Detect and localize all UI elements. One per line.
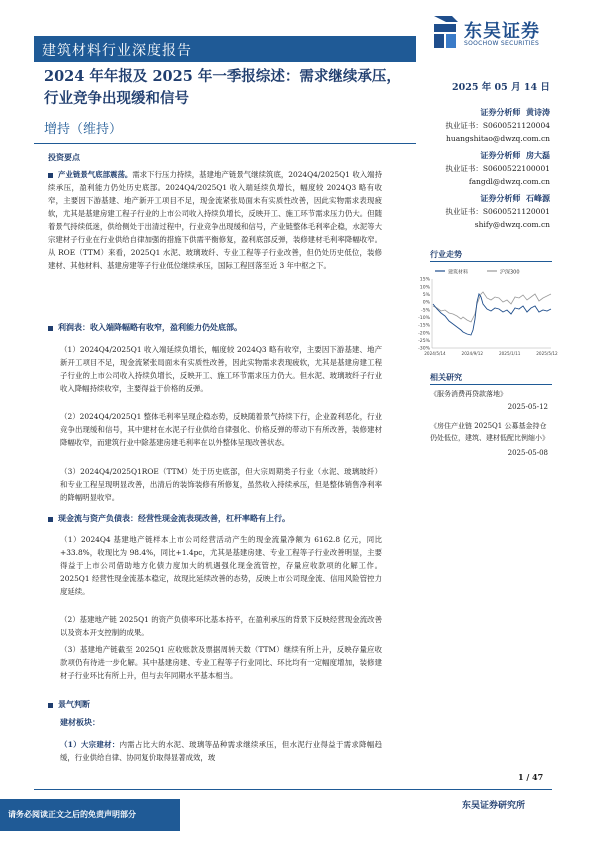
y-axis-ticks: [418, 277, 431, 352]
bullet-3-p2: （2）基建地产链 2025Q1 的资产负债率环比基本持平，在盈利承压的背景下反映经营现金流改善以及资本开支控制的成果。: [60, 615, 382, 637]
disclaimer-text: 请务必阅读正文之后的免责声明部分: [8, 810, 136, 819]
y-tick-label: -5%: [421, 308, 430, 314]
x-tick-label: 2025/5/12: [536, 351, 558, 356]
y-tick-label: -25%: [418, 338, 430, 344]
related-date-1: 2025-05-12: [507, 403, 548, 411]
page-number: 1 / 47: [518, 772, 544, 782]
y-tick-label: 10%: [419, 285, 430, 291]
related-item-1[interactable]: 《服务消费再贷款落地》: [430, 390, 507, 398]
logo-english-name: SOOCHOW SECURITIES: [464, 40, 540, 47]
bullet-square-icon: [48, 326, 53, 331]
bullet-2: [48, 322, 242, 333]
bullet-3-p3: （3）基建地产链截至 2025Q1 应收账款及票据周转天数（TTM）继续有所上升，反映存量应收款项仍有待进一步化解。其中基建房建、专业工程等子行业同比、环比均有一定幅度增加，装修建材子行业环比有所上升，但与去年同期水平基本相当。: [60, 645, 382, 680]
bullet-2-p3: （3）2024Q4/2025Q1ROE（TTM）处于历史底部，但大宗周期类子行业（水泥、玻璃玻纤）和专业工程呈现明显改善，出清后的装饰装修有所修复，虽然收入持续承压，但是整体销售净利率的降幅明显收窄。: [60, 467, 382, 502]
analyst-name: 黄诗涛: [526, 107, 550, 117]
bullet-2-p2: （2）2024Q4/2025Q1 整体毛利率呈现企稳态势，反映随着景气持续下行，企业盈利恶化，行业竞争出现缓和信号，其中建材在水泥子行业供给自律强化、价格反弹的带动下有所改善，装修建材降幅收窄，而建筑行业中除基建房建毛利率在以外整体呈现改善状态。: [60, 412, 382, 447]
bullet-1-text: 需求下行压力持续，基建地产链景气继续筑底，2024Q4/2025Q1 收入端持续承压，盈利能力仍处历史底部。2024Q4/2025Q1 收入端延续负增长，幅度较 2024Q3 略有收窄，主要因下游基建、地产新开工项目不足，现金流紧张局面未有实质性改善，因此实物需求表现疲软，尤其是基建房建工程子行业的上市公司收入持续负增长，反映开工、施工环节需求压力仍大。但随着景气持续低迷，供给侧处于出清过程中，行业竞争出现缓和信号，产业链整体毛利率企稳，水泥等大宗建材子行业在行业供给自律加强的措施下供需平衡修复，盈利底部反弹，装修建材毛利率降幅收窄。从 ROE（TTM）来看，2025Q1 水泥、玻璃玻纤、专业工程等子行业改善，但仍处历史低位，装修建材、其他材料、基建房建等子行业低位继续承压，国际工程回落至近 3 年中枢之下。: [48, 170, 382, 270]
bullet-1-head: 产业链景气底部震荡。: [58, 170, 133, 179]
analyst-cert: 执业证书：S0600522100001: [445, 164, 550, 173]
report-date: 2025 年 05 月 14 日: [452, 82, 550, 93]
bullet-4-head: 景气判断: [58, 699, 90, 709]
bullet-4-p1: [60, 738, 382, 764]
related-divider: [430, 384, 552, 385]
x-tick-label: 2024/5/14: [424, 351, 446, 356]
analyst-1: [420, 106, 550, 145]
rating: 增持（维持）: [44, 122, 123, 137]
logo-chinese-name: 东吴证券: [464, 21, 540, 42]
report-type-banner: [34, 36, 416, 62]
analyst-cert: 执业证书：S0600521120004: [445, 121, 550, 130]
report-type-label: 建筑材料行业深度报告: [42, 43, 192, 59]
legend-label-b: 沪深300: [500, 269, 520, 276]
x-tick-label: 2025/1/11: [498, 351, 521, 356]
bullet-3-head: 现金流与资产负债表：经营性现金流表现改善，杠杆率略有上行。: [58, 513, 290, 523]
legend-label-a: 建筑材料: [448, 269, 469, 276]
section-label: 投资要点: [48, 152, 80, 162]
x-tick-label: 2024/9/12: [461, 351, 484, 356]
bullet-2-head: 利润表：收入端降幅略有收窄，盈利能力仍处底部。: [58, 322, 242, 332]
related-date-2: 2025-05-08: [507, 449, 548, 457]
y-tick-label: -15%: [418, 323, 430, 329]
bullet-4-p1-text: 内需占比大的水泥、玻璃等品种需求继续承压，但水泥行业得益于需求降幅趋缓，行业供给自律、协同复价取得显著成效，玻: [60, 740, 382, 762]
series-line-a: [433, 294, 551, 335]
footer-divider: [34, 789, 552, 790]
analyst-email[interactable]: fangdl@dwzq.com.cn: [468, 177, 550, 186]
analyst-role: 证券分析师: [480, 150, 521, 160]
disclaimer-banner: [0, 799, 180, 831]
analyst-name: 石峰源: [526, 193, 550, 203]
header-divider: [34, 143, 416, 144]
bullet-2-p1: （1）2024Q4/2025Q1 收入端延续负增长，幅度较 2024Q3 略有收窄，主要因下游基建、地产新开工项目不足，现金流紧张局面未有实质性改善，因此实物需求表现疲软，尤其是基建房建工程子行业的上市公司收入持续负增长，反映开工、施工环节需求压力仍大。但水泥、玻璃玻纤子行业收入降幅持续收窄，主要得益于价格的反弹。: [60, 345, 382, 393]
y-tick-label: -30%: [418, 346, 430, 352]
analyst-3: [420, 192, 550, 231]
analyst-name: 房大磊: [526, 150, 550, 160]
y-tick-label: 15%: [419, 277, 430, 283]
analyst-email[interactable]: shify@dwzq.com.cn: [474, 220, 550, 229]
trend-divider: [430, 261, 552, 262]
analyst-cert: 执业证书：S0600521120001: [445, 207, 550, 216]
y-tick-label: 5%: [422, 292, 430, 298]
y-tick-label: -20%: [418, 331, 430, 337]
related-title: 相关研究: [430, 372, 462, 382]
x-axis-ticks: [424, 351, 558, 356]
related-item-2[interactable]: 《房住产业链 2025Q1 公募基金持仓仍处低位，建筑、建材低配比例缩小》: [430, 422, 549, 442]
analyst-role: 证券分析师: [480, 107, 521, 117]
subsection-head: 建材板块：: [60, 717, 100, 727]
report-title: 2024 年年报及 2025 年一季报综述：需求继续承压，行业竞争出现缓和信号: [44, 68, 401, 107]
bullet-1: [48, 168, 382, 272]
trend-title: 行业走势: [430, 249, 462, 259]
y-tick-label: -10%: [418, 315, 430, 321]
soochow-logo-icon: [430, 14, 460, 52]
bullet-square-icon: [48, 703, 53, 708]
analyst-role: 证券分析师: [480, 193, 521, 203]
bullet-4-p1-label: （1）大宗建材：: [60, 740, 120, 749]
y-tick-label: 0%: [422, 300, 430, 306]
analyst-2: [420, 149, 550, 188]
bullet-3-p1: （1）2024Q4 基建地产链样本上市公司经营活动产生的现金流量净额为 6162.8 亿元，同比+33.8%，收现比为 98.4%，同比+1.4pc，尤其是基建房建、专业工程等子行业改善明显，主要得益于上市公司借助地方化债力度加大的机遇强化现金流管控，存量应收款项的化解工作。2025Q1 经营性现金流基本稳定，故现比延续改善的态势，反映上市公司现金流、信用风险管控力度延续。: [60, 535, 382, 596]
bullet-square-icon: [48, 517, 53, 522]
bullet-4: [48, 699, 90, 710]
analyst-email[interactable]: huangshitao@dwzq.com.cn: [446, 134, 550, 143]
bullet-3: [48, 513, 290, 524]
bullet-square-icon: [48, 173, 53, 178]
footer-firm: 东吴证券研究所: [462, 801, 526, 811]
industry-trend-chart: [405, 264, 558, 360]
